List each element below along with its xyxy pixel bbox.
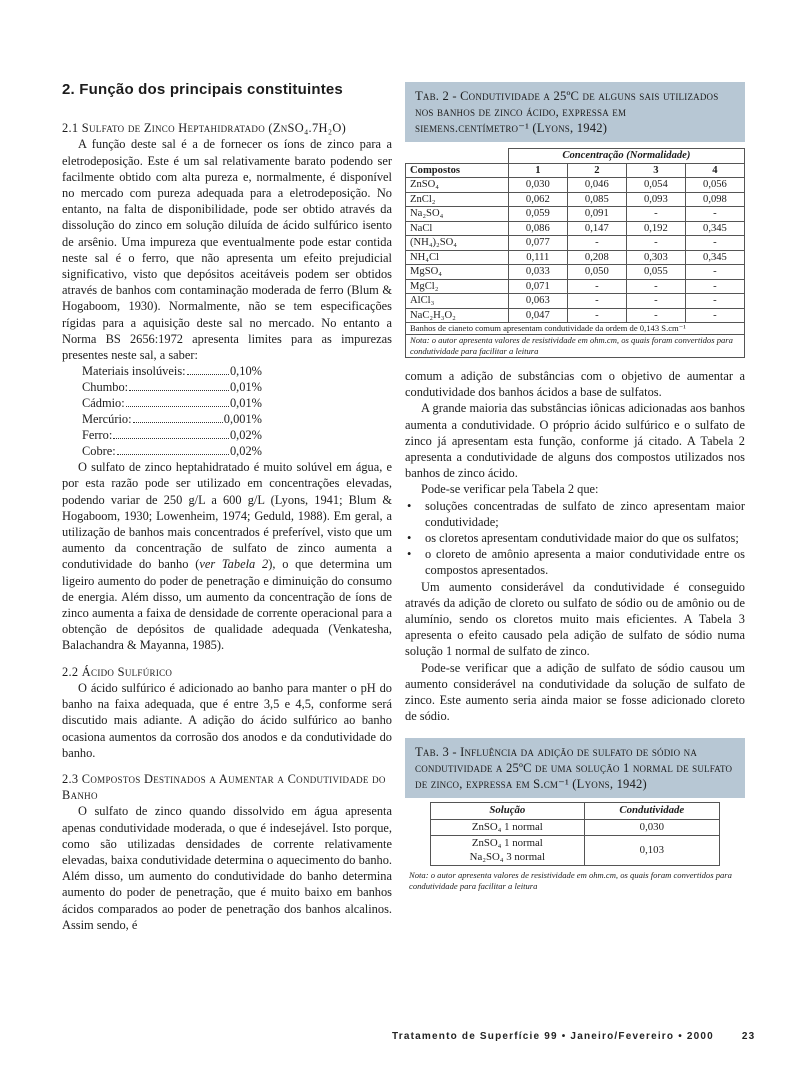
table-cell: 0,111 (508, 250, 567, 265)
table-2-col-header: 4 (685, 163, 744, 178)
impurity-item: Cobre: 0,02% (82, 444, 262, 459)
table-cell: - (685, 236, 744, 251)
table-3 (430, 802, 720, 866)
impurity-item: Materiais insolúveis: 0,10% (82, 364, 262, 379)
table-row (406, 236, 745, 251)
table-cell-compound: NH₄Cl (406, 250, 509, 265)
table-row (406, 294, 745, 309)
table-cell: 0,063 (508, 294, 567, 309)
table-cell: 0,071 (508, 279, 567, 294)
page-footer (392, 1031, 756, 1042)
table-cell: - (626, 308, 685, 323)
table-cell: - (626, 236, 685, 251)
table-row (406, 308, 745, 323)
table-cell: - (626, 279, 685, 294)
table-cell: 0,062 (508, 192, 567, 207)
table-cell: 0,056 (685, 178, 744, 193)
paragraph-2-2: O ácido sulfúrico é adicionado ao banho para manter o pH do banho na faixa adequada, que é entre 3,5 e 4,5, conforme será discutido mais adiante. A adição do ácido sulfúrico ao banho ocasiona aumentos da corrosão dos anodos e da condutividade do banho. (62, 680, 392, 760)
impurity-item: Cádmio: 0,01% (82, 396, 262, 411)
left-column (62, 82, 392, 933)
table-cell-compound: NaCl (406, 221, 509, 236)
impurity-list (82, 363, 392, 459)
list-item: • o cloreto de amônio apresenta a maior condutividade entre os compostos apresentados. (405, 546, 745, 578)
table-3-caption: Tab. 3 - Influência da adição de sulfato de sódio na condutividade a 25ºC de uma solução 1 normal de sulfato de zinco, expressa em S.cm⁻¹ (Lyons, 1942) (405, 738, 745, 798)
paragraph-right-5: Pode-se verificar que a adição de sulfato de sódio causou um aumento considerável na condutividade da solução de sulfato de zinco. Este aumento seria ainda maior se fosse adicionado cloreto de sódio. (405, 660, 745, 724)
table-cell-compound: (NH₄)₂SO₄ (406, 236, 509, 251)
table-2-group-header: Concentração (Normalidade) (508, 149, 744, 164)
impurity-item: Mercúrio: 0,001% (82, 412, 262, 427)
table-cell: 0,033 (508, 265, 567, 280)
table-cell: 0,054 (626, 178, 685, 193)
table-3-header-conductivity: Condutividade (584, 803, 719, 820)
table-cell: - (626, 207, 685, 222)
table-cell-compound: ZnSO₄ (406, 178, 509, 193)
table-cell: 0,208 (567, 250, 626, 265)
heading-2-2: 2.2 Ácido Sulfúrico (62, 664, 173, 679)
table-cell-compound: Na₂SO₄ (406, 207, 509, 222)
paragraph-2-1-b: O sulfato de zinco heptahidratado é muito solúvel em água, e por esta razão pode ser utilizado em concentrações elevadas, podendo variar de 250 g/L a 600 g/L (Lyons, 1941; Blum & Hogaboom, 1930; Lowenheim, 1974; Geduld, 1988). Em geral, a utilização de banhos mais concentrados é preferível, visto que um aumento da concentração de sulfato de zinco aumenta a condutividade do banho (ver Tabela 2), o que determina um ligeiro aumento do poder de penetração e diminuição do consumo de energia. Além disso, um aumento da concentração de íons de zinco aumenta a faixa de densidade de corrente operacional para a obtenção de depósitos de qualidade adequada (Venkatesha, Balachandra & Mayanna, 1985). (62, 460, 392, 653)
table-2-note: Nota: o autor apresenta valores de resistividade em ohm.cm, os quais foram convertidos para condutividade para facilitar a leitura (406, 335, 745, 358)
table-cell: 0,059 (508, 207, 567, 222)
page-number: 23 (741, 1031, 756, 1042)
list-item: • os cloretos apresentam condutividade maior do que os sulfatos; (405, 530, 745, 546)
table-cell: - (685, 207, 744, 222)
table-row (406, 178, 745, 193)
table-3-note: Nota: o autor apresenta valores de resistividade em ohm.cm, os quais foram convertidos para condutividade para facilitar a leitura (409, 870, 732, 892)
table-row: ZnSO₄ 1 normal Na₂SO₄ 3 normal 0,103 (431, 836, 720, 866)
table-cell: 0,192 (626, 221, 685, 236)
conclusions-list (405, 498, 745, 579)
paragraph-2-1-a: A função deste sal é a de fornecer os íons de zinco para a eletrodeposição. Este é um sal relativamente barato podendo ser facilmente obtido com alta pureza e, normalmente, é disponível no mercado com pureza adequada para a eletrodeposição. No entanto, na falta de disponibilidade, pode ser obtido através da dissolução do zinco em solução diluída de ácido sulfúrico isento de arsênio. Uma impureza que eventualmente pode estar contida neste sal é o ferro, que não apresenta um efeito prejudicial significativo, visto que depósitos aceitáveis podem ser obtidos através de banhos com contaminação moderada de ferro (Blum & Hogaboom, 1930). Normalmente, não se tem especificações rígidas para a aquisição deste sal no mercado. No entanto a Norma BS 2656:1972 apresenta limites para as impurezas presentes neste sal, a saber: (62, 137, 392, 363)
table-cell: 0,345 (685, 221, 744, 236)
table-2 (405, 148, 745, 358)
table-cell: - (626, 294, 685, 309)
table-cell-compound: NaC₂H₃O₂ (406, 308, 509, 323)
table-cell: 0,077 (508, 236, 567, 251)
table-cell: 0,055 (626, 265, 685, 280)
table-cell: 0,098 (685, 192, 744, 207)
paragraph-right-3: Pode-se verificar pela Tabela 2 que: (421, 482, 599, 497)
table-reference: ver Tabela 2 (199, 557, 269, 572)
table-cell: 0,047 (508, 308, 567, 323)
table-cell: 0,046 (567, 178, 626, 193)
table-cell: - (685, 308, 744, 323)
table-2-body (406, 178, 745, 323)
table-cell-compound: ZnCl₂ (406, 192, 509, 207)
heading-2-1: 2.1 Sulfato de Zinco Heptahidratado (ZnSO₄.7H₂O) (62, 121, 346, 136)
footer-journal: Tratamento de Superfície 99 • Janeiro/Fevereiro • 2000 (392, 1031, 714, 1042)
table-cell: 0,147 (567, 221, 626, 236)
paragraph-right-1: comum a adição de substâncias com o objetivo de aumentar a condutividade dos banhos ácidos a base de sulfatos. (405, 369, 745, 400)
right-column (405, 82, 745, 894)
table-cell-compound: MgSO₄ (406, 265, 509, 280)
heading-2-3: 2.3 Compostos Destinados a Aumentar a Condutividade do Banho (62, 771, 386, 803)
table-row (406, 265, 745, 280)
table-cell: - (567, 236, 626, 251)
table-2-note-cyanide: Banhos de cianeto comum apresentam condutividade da ordem de 0,143 S.cm⁻¹ (406, 323, 745, 335)
table-cell: - (567, 308, 626, 323)
table-cell-compound: AlCl₃ (406, 294, 509, 309)
table-2-col-header: 3 (626, 163, 685, 178)
table-row: ZnSO₄ 1 normal 0,030 (431, 819, 720, 836)
table-cell: 0,091 (567, 207, 626, 222)
table-row (406, 192, 745, 207)
table-cell: 0,303 (626, 250, 685, 265)
table-row (406, 221, 745, 236)
table-cell: 0,030 (508, 178, 567, 193)
table-cell: - (685, 279, 744, 294)
paragraph-right-4: Um aumento considerável da condutividade é conseguido através da adição de cloreto ou sulfato de sódio ou de amônio ou de alumínio, sendo os cloretos muito mais eficientes. A Tabela 3 apresenta o efeito causado pela adição de sulfato de sódio numa solução 1 normal de sulfato de zinco. (405, 579, 745, 659)
table-cell: - (685, 265, 744, 280)
impurity-item: Chumbo: 0,01% (82, 380, 262, 395)
table-cell: 0,085 (567, 192, 626, 207)
paragraph-right-2: A grande maioria das substâncias iônicas adicionadas aos banhos aumenta a condutividade. O próprio ácido sulfúrico e o sulfato de zinco já apresentam esta função, conforme já citado. A Tabela 2 apresenta a condutividade de alguns dos compostos utilizados nos banhos de zinco ácido. (405, 401, 745, 481)
table-2-caption: Tab. 2 - Condutividade a 25ºC de alguns sais utilizados nos banhos de zinco ácido, expressa em siemens.centímetro⁻¹ (Lyons, 1942) (405, 82, 745, 142)
paragraph-2-3: O sulfato de zinco quando dissolvido em água apresenta apenas condutividade moderada, o que é indesejável. Isto porque, como são utilizadas densidades de corrente relativamente elevadas, baixa condutividade determina o aquecimento do banho. Além disso, um aumento do condutividade do banho determina aumento do poder de penetração, que é muito baixo em banhos ácidos comparados ao poder de penetração dos banhos alcalinos. Assim sendo, é (62, 804, 392, 932)
table-3-header-solution: Solução (431, 803, 585, 820)
table-cell: - (567, 294, 626, 309)
table-2-col-compostos: Compostos (406, 163, 509, 178)
table-row (406, 250, 745, 265)
table-cell: - (685, 294, 744, 309)
table-cell: - (567, 279, 626, 294)
table-row (406, 207, 745, 222)
section-title: 2. Função dos principais constituintes (62, 81, 343, 98)
list-item: • soluções concentradas de sulfato de zinco apresentam maior condutividade; (405, 498, 745, 530)
table-cell: 0,086 (508, 221, 567, 236)
table-cell: 0,050 (567, 265, 626, 280)
table-cell: 0,093 (626, 192, 685, 207)
table-cell-compound: MgCl₂ (406, 279, 509, 294)
table-row (406, 279, 745, 294)
impurity-item: Ferro: 0,02% (82, 428, 262, 443)
table-2-col-header: 2 (567, 163, 626, 178)
table-2-col-header: 1 (508, 163, 567, 178)
table-cell: 0,345 (685, 250, 744, 265)
